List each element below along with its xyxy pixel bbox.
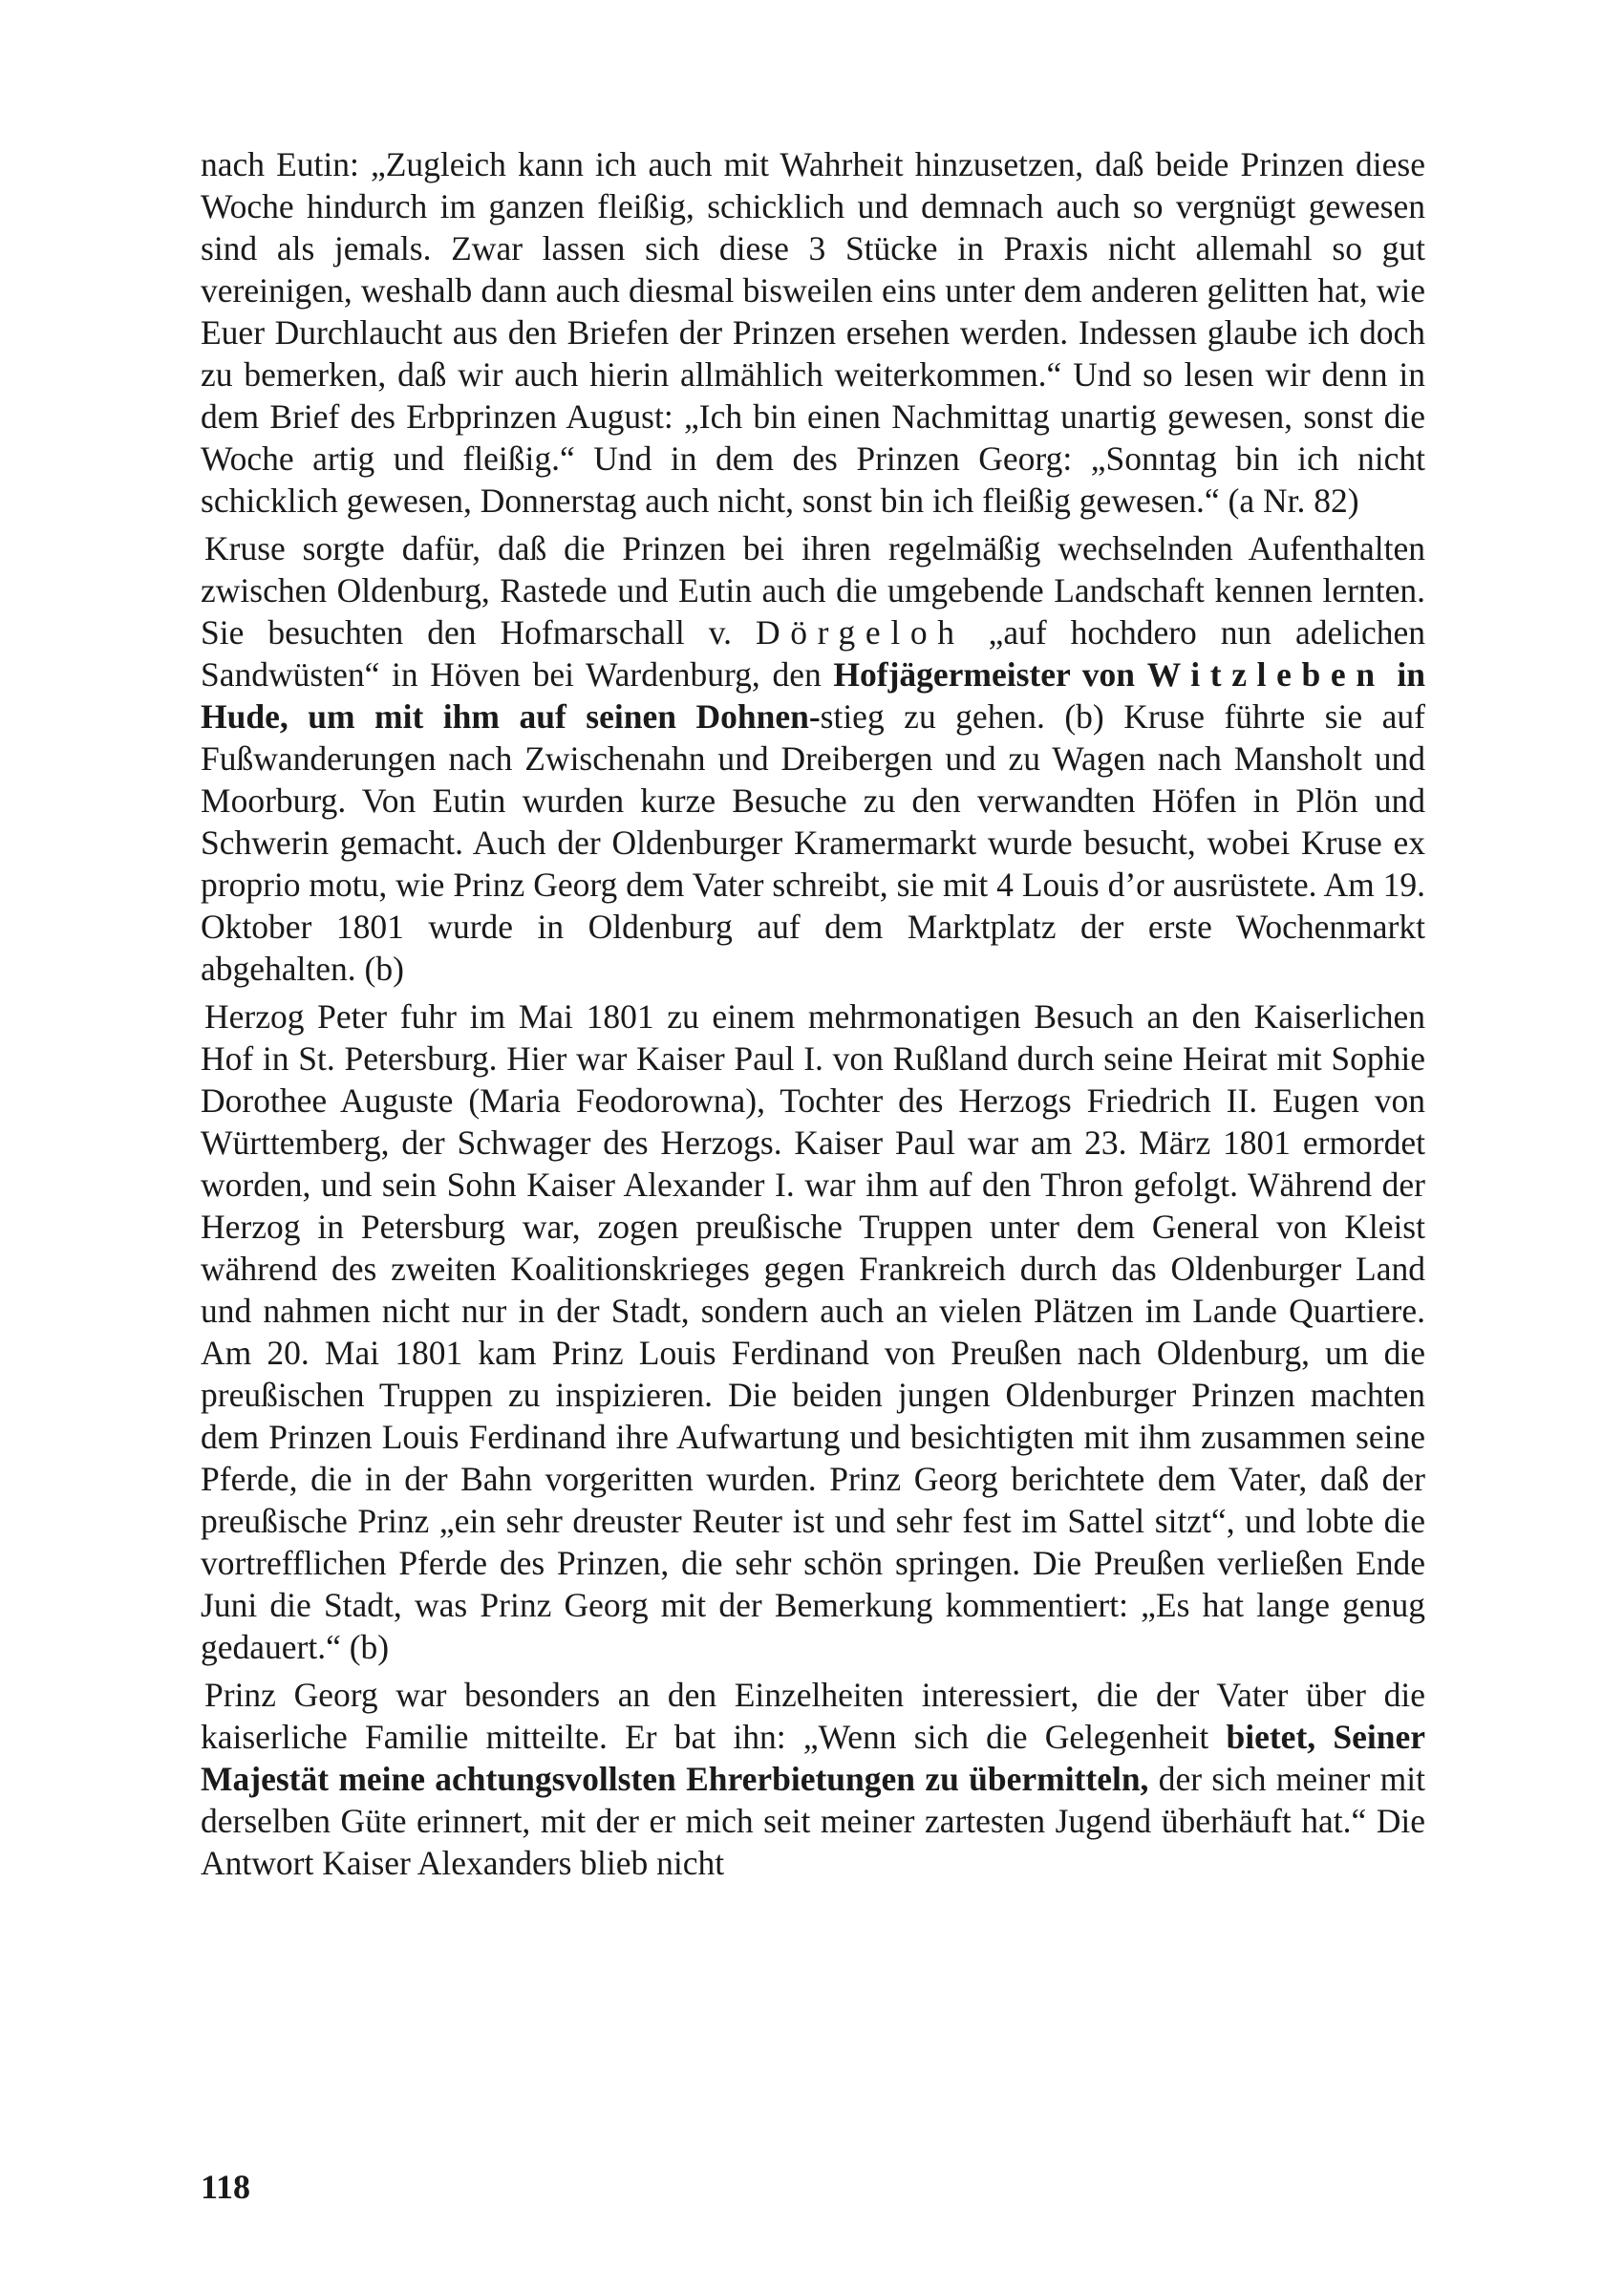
spaced-name-doergeloh: Dörgeloh (756, 613, 965, 652)
text-segment: nach Eutin: „Zugleich kann ich auch mit Wahrheit hinzusetzen, daß beide Prinzen diese Woche hindurch im ganzen fleißig, schicklich und demnach auch so vergnügt gewesen sind als jemals. Zwar lassen sich diese 3 Stücke in Praxis nicht allemahl so gut vereinigen, weshalb dann auch diesmal bisweilen eins unter dem anderen gelitten hat, wie Euer Durchlaucht aus den Briefen der Prinzen ersehen werden. Indessen glaube ich doch zu bemerken, daß wir auch hierin allmählich weiterkommen.“ Und so lesen wir denn in dem Brief des Erbprinzen August: „Ich bin einen Nachmittag unartig gewesen, sonst die Woche artig und fleißig.“ Und in dem des Prinzen Georg: „Sonntag bin ich nicht schicklich gewesen, Donnerstag auch nicht, sonst bin ich fleißig gewesen.“ (a Nr. 82) (201, 145, 1425, 520)
body-text (201, 143, 1425, 1890)
paragraph-4 (201, 1674, 1425, 1884)
paragraph-2 (201, 527, 1425, 990)
page-number: 118 (201, 2168, 251, 2206)
bold-segment: Hofjägermeister von (833, 655, 1147, 694)
paragraph-1 (201, 143, 1425, 522)
bold-segment: in Hude, um mit ihm auf seinen Dohnen- (201, 655, 1426, 736)
text-segment: Kruse sorgte dafür, daß die Prinzen bei ihren regelmäßig wechselnden Aufenthalten zwischen Oldenburg, Rastede und Eutin auch die umgebende Landschaft kennen lernten. Sie besuchten den Hofmarschall v. (201, 529, 1425, 652)
text-segment: „auf hochdero nun adelichen Sandwüsten“ in Höven bei Wardenburg, den (201, 613, 1425, 694)
spaced-name-witzleben: Witzleben (1146, 655, 1385, 694)
text-segment: stieg zu gehen. (b) Kruse führte sie auf Fußwanderungen nach Zwischenahn und Dreibergen und zu Wagen nach Mansholt und Moorburg. Von Eutin wurden kurze Besuche zu den verwandten Höfen in Plön und Schwerin gemacht. Auch der Oldenburger Kramermarkt wurde besucht, wobei Kruse ex proprio motu, wie Prinz Georg dem Vater schreibt, sie mit 4 Louis d’or ausrüstete. Am 19. Oktober 1801 wurde in Oldenburg auf dem Marktplatz der erste Wochenmarkt abgehalten. (b) (201, 697, 1425, 988)
text-segment: der sich meiner mit derselben Güte erinnert, mit der er mich seit meiner zartesten Jugend überhäuft hat.“ Die Antwort Kaiser Alexanders blieb nicht (201, 1760, 1425, 1882)
bold-segment: bietet, Seiner Majestät meine achtungsvollsten Ehrerbietungen zu übermitteln, (201, 1718, 1425, 1798)
text-segment: Prinz Georg war besonders an den Einzelheiten interessiert, die der Vater über die kaiserliche Familie mitteilte. Er bat ihn: „Wenn sich die Gelegenheit (201, 1676, 1425, 1756)
text-segment: Herzog Peter fuhr im Mai 1801 zu einem mehrmonatigen Besuch an den Kaiserlichen Hof in St. Petersburg. Hier war Kaiser Paul I. von Rußland durch seine Heirat mit Sophie Dorothee Auguste (Maria Feodorowna), Tochter des Herzogs Friedrich II. Eugen von Württemberg, der Schwager des Herzogs. Kaiser Paul war am 23. März 1801 ermordet worden, und sein Sohn Kaiser Alexander I. war ihm auf den Thron gefolgt. Während der Herzog in Petersburg war, zogen preußische Truppen unter dem General von Kleist während des zweiten Koalitionskrieges gegen Frankreich durch das Oldenburger Land und nahmen nicht nur in der Stadt, sondern auch an vielen Plätzen im Lande Quartiere. Am 20. Mai 1801 kam Prinz Louis Ferdinand von Preußen nach Oldenburg, um die preußischen Truppen zu inspizieren. Die beiden jungen Oldenburger Prinzen machten dem Prinzen Louis Ferdinand ihre Aufwartung und besichtigten mit ihm zusammen seine Pferde, die in der Bahn vorgeritten wurden. Prinz Georg berichtete dem Vater, daß der preußische Prinz „ein sehr dreuster Reuter ist und sehr fest im Sattel sitzt“, und lobte die vortrefflichen Pferde des Prinzen, die sehr schön springen. Die Preußen verließen Ende Juni die Stadt, was Prinz Georg mit der Bemerkung kommentiert: „Es hat lange genug gedauert.“ (b) (201, 997, 1425, 1666)
paragraph-3 (201, 995, 1425, 1668)
